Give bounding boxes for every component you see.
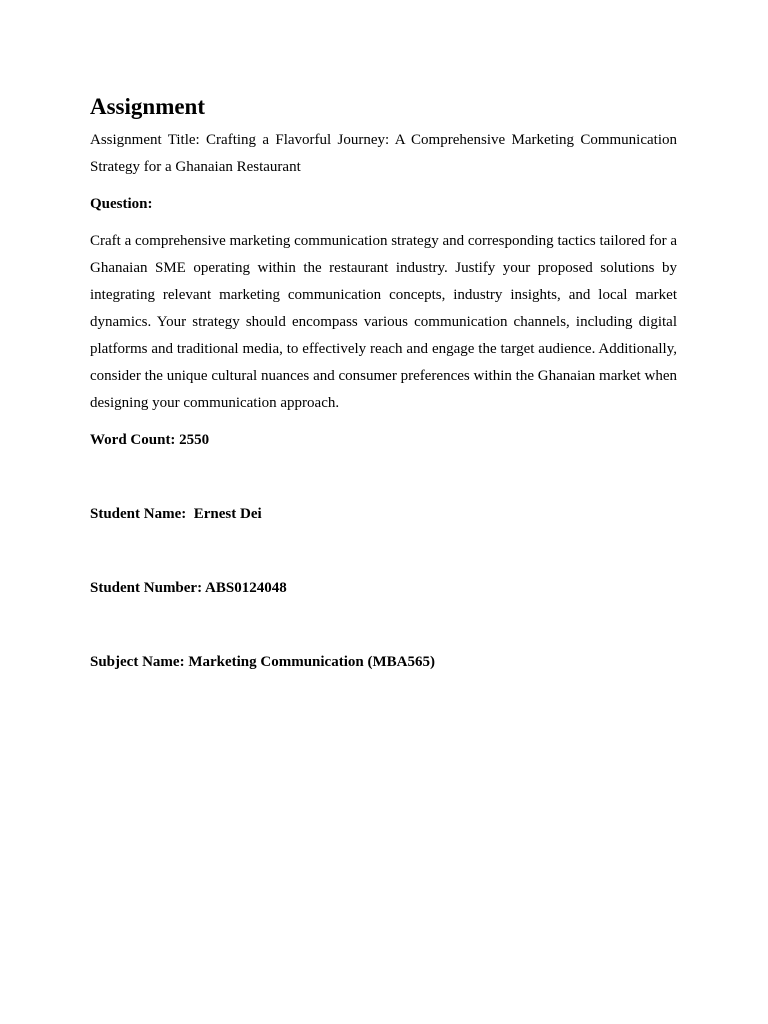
subject-name: Subject Name: Marketing Communication (MBA565) [90,654,435,670]
assignment-title: Assignment Title: Crafting a Flavorful Journey: A Comprehensive Marketing Communication Strategy for a Ghanaian Restaurant [90,132,677,175]
student-name: Student Name: Ernest Dei [90,506,262,522]
word-count: Word Count: 2550 [90,432,210,448]
document-heading: Assignment [90,94,206,119]
document-page [90,92,677,686]
spacer [90,538,677,575]
spacer [90,464,677,501]
question-label: Question: [90,196,153,212]
spacer [90,612,677,649]
student-number: Student Number: ABS0124048 [90,580,287,596]
question-body: Craft a comprehensive marketing communication strategy and corresponding tactics tailored for a Ghanaian SME operating within the restaurant industry. Justify your proposed solutions by integrating relevant marketing communication concepts, industry insights, and local market dynamics. Your strategy should encompass various communication channels, including digital platforms and traditional media, to effectively reach and engage the target audience. Additionally, consider the unique cultural nuances and consumer preferences within the Ghanaian market when designing your communication approach. [90,233,677,411]
